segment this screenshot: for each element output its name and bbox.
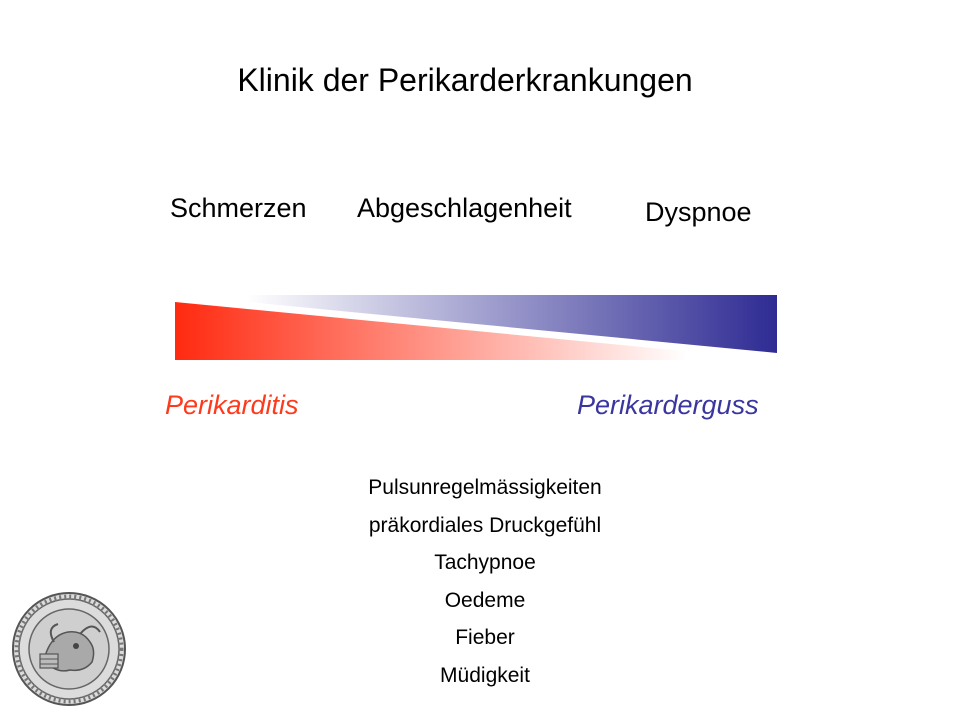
sign-item: Oedeme xyxy=(444,588,526,612)
pole-perikarditis: Perikarditis xyxy=(165,390,299,420)
gradient-bar xyxy=(175,295,777,360)
sign-item: Pulsunregelmässigkeiten xyxy=(368,476,602,499)
sign-item: präkordiales Druckgefühl xyxy=(368,513,602,537)
university-seal-icon xyxy=(10,590,128,708)
symptom-abgeschlagenheit: Abgeschlagenheit xyxy=(357,193,572,223)
sign-item: Fieber xyxy=(455,626,515,649)
symptom-dyspnoe: Dyspnoe xyxy=(645,197,752,227)
clinical-signs-list xyxy=(285,469,685,694)
sign-item: Müdigkeit xyxy=(440,663,530,687)
slide-title: Klinik der Perikarderkrankungen xyxy=(237,62,693,98)
symptom-schmerzen: Schmerzen xyxy=(170,193,307,223)
sign-item: Tachypnoe xyxy=(434,551,536,574)
pole-perikarderguss: Perikarderguss xyxy=(577,390,759,420)
